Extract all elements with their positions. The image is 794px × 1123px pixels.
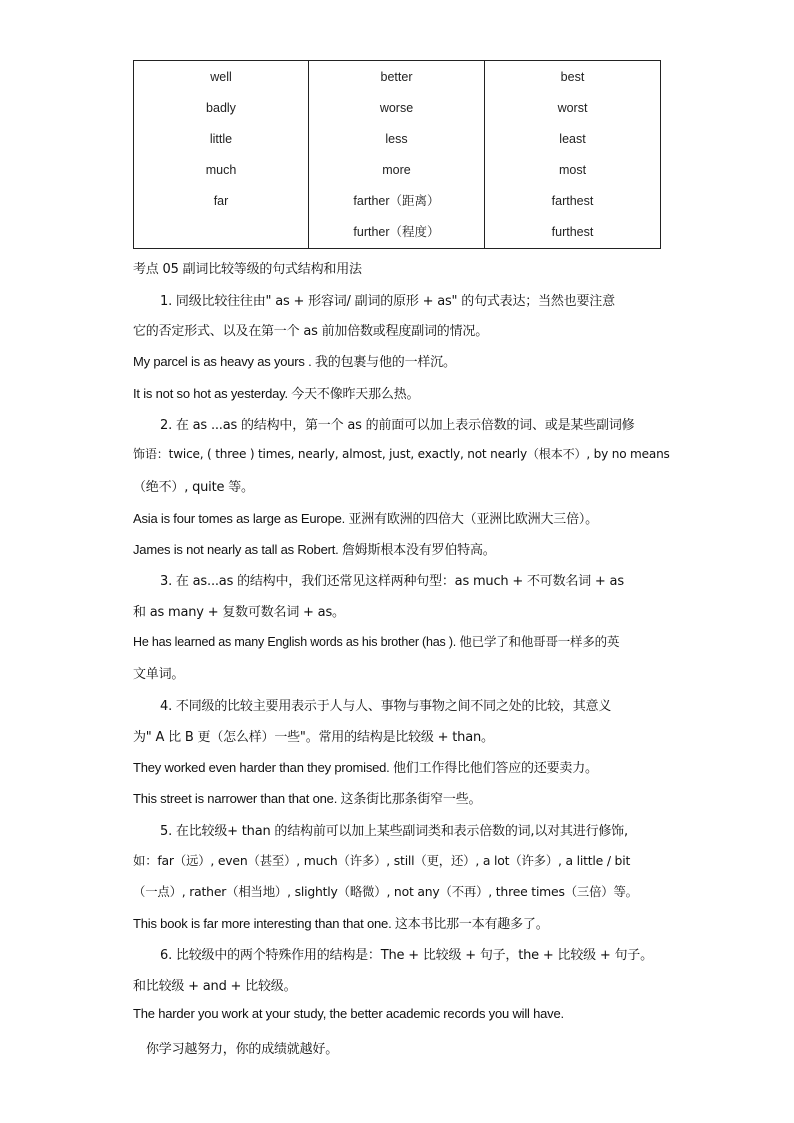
table-cell: little	[209, 132, 233, 146]
example-sentence: This book is far more interesting than that one. 这本书比那一本有趣多了。	[133, 916, 549, 931]
example-sentence: 文单词。	[133, 667, 185, 682]
paragraph-line: 饰语：twice, ( three ) times, nearly, almost, just, exactly, not nearly（根本不）, by no means	[133, 447, 670, 461]
paragraph-line: 和 as many + 复数可数名词 + as。	[133, 605, 345, 620]
table-cell: much	[205, 163, 237, 177]
table-row	[134, 61, 661, 249]
table-cell: most	[558, 163, 587, 177]
table-cell: furthest	[551, 225, 594, 239]
table-column-superlative	[485, 61, 661, 249]
section-heading: 考点 05 副词比较等级的句式结构和用法	[133, 262, 362, 277]
example-sentence: He has learned as many English words as his brother (has ). 他已学了和他哥哥一样多的英	[133, 635, 620, 649]
table-cell: farthest	[551, 194, 594, 208]
table-column-positive	[134, 61, 309, 249]
table-cell: best	[560, 70, 585, 84]
example-sentence: My parcel is as heavy as yours . 我的包裹与他的一样沉。	[133, 354, 456, 369]
table-cell: least	[559, 132, 586, 146]
table-cell	[134, 217, 308, 248]
paragraph-line: （绝不）, quite 等。	[133, 480, 254, 495]
table-cell: better	[380, 70, 413, 84]
table-cell: far	[213, 194, 229, 208]
example-sentence: Asia is four tomes as large as Europe. 亚洲有欧洲的四倍大（亚洲比欧洲大三倍）。	[133, 511, 598, 526]
table-cell: worst	[557, 101, 588, 115]
example-sentence: This street is narrower than that one. 这条街比那条街窄一些。	[133, 791, 482, 806]
example-sentence: James is not nearly as tall as Robert. 詹姆斯根本没有罗伯特高。	[133, 542, 496, 557]
paragraph-line: 6. 比较级中的两个特殊作用的结构是：The + 比较级 + 句子，the + 比较级 + 句子。	[160, 948, 653, 963]
comparison-table	[133, 60, 661, 249]
paragraph-line: 1. 同级比较往往由" as + 形容词/ 副词的原形 + as" 的句式表达；当然也要注意	[160, 294, 615, 309]
example-translation: 你学习越努力，你的成绩就越好。	[146, 1042, 339, 1057]
table-cell: farther（距离）	[353, 194, 440, 208]
paragraph-line: 如：far（远）, even（甚至）, much（许多）, still（更，还）, a lot（许多）, a little / bit	[133, 853, 631, 868]
paragraph-line: 2. 在 as ...as 的结构中，第一个 as 的前面可以加上表示倍数的词、或是某些副词修	[160, 418, 635, 433]
example-sentence: They worked even harder than they promised. 他们工作得比他们答应的还要卖力。	[133, 760, 598, 775]
table-column-comparative	[309, 61, 485, 249]
paragraph-line: 4. 不同级的比较主要用表示于人与人、事物与事物之间不同之处的比较，其意义	[160, 699, 612, 714]
paragraph-line: 和比较级 + and + 比较级。	[133, 979, 297, 994]
paragraph-line: 为" A 比 B 更（怎么样）一些"。常用的结构是比较级 + than。	[133, 730, 494, 745]
paragraph-line: 3. 在 as...as 的结构中，我们还常见这样两种句型：as much + 不可数名词 + as	[160, 574, 624, 589]
table-cell: further（程度）	[353, 225, 440, 239]
example-sentence: The harder you work at your study, the better academic records you will have.	[133, 1006, 564, 1021]
table-cell: badly	[206, 101, 236, 115]
paragraph-line: 它的否定形式、以及在第一个 as 前加倍数或程度副词的情况。	[133, 324, 489, 339]
paragraph-line: （一点）, rather（相当地）, slightly（略微）, not any（不再）, three times（三倍）等。	[133, 884, 638, 899]
table-cell: less	[385, 132, 408, 146]
table-cell: more	[382, 163, 411, 177]
paragraph-line: 5. 在比较级+ than 的结构前可以加上某些副词类和表示倍数的词,以对其进行修饰,	[160, 824, 628, 839]
table-cell: well	[210, 70, 232, 84]
example-sentence: It is not so hot as yesterday. 今天不像昨天那么热。	[133, 386, 420, 401]
table-cell: worse	[379, 101, 414, 115]
